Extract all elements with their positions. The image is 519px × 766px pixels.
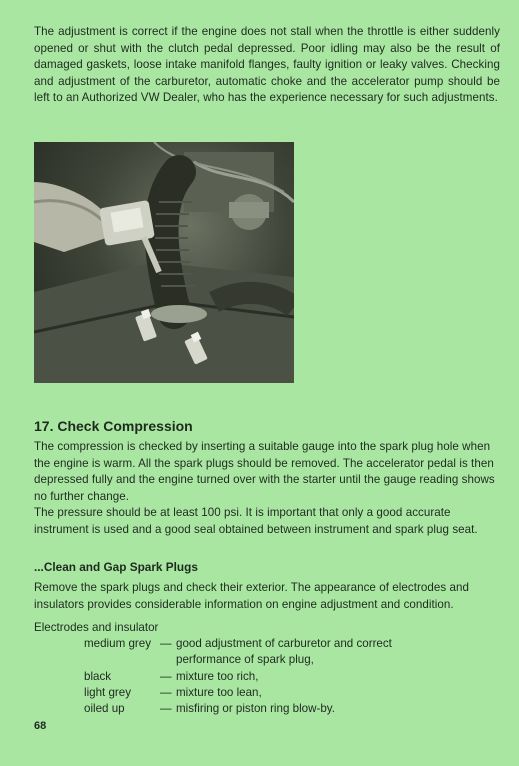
item-description: good adjustment of carburetor and correct <box>176 637 392 650</box>
item-term: medium grey <box>84 637 152 650</box>
compression-paragraph: The compression is checked by inserting a suitable gauge into the spark plug hole when the engine is warm. All the spark plugs should be removed. The accelerator pedal is then depressed fully and the engine turned over with the starter until the gauge reading shows no further change. <box>34 440 495 503</box>
item-description: mixture too rich, <box>176 670 259 683</box>
page-number: 68 <box>34 720 47 732</box>
section-heading: 17. Check Compression <box>34 418 193 434</box>
item-description: performance of spark plug, <box>176 653 314 666</box>
item-term: light grey <box>84 686 132 699</box>
item-dash: — <box>160 637 172 650</box>
item-dash: — <box>160 702 172 715</box>
list-intro: Electrodes and insulator <box>34 621 159 634</box>
pressure-paragraph: The pressure should be at least 100 psi. It is important that only a good accurate instrument is used and a good seal obtained between instrument and spark plug seat. <box>34 506 478 536</box>
compression-test-photo <box>34 142 294 383</box>
subsection-heading: ...Clean and Gap Spark Plugs <box>34 560 198 574</box>
item-dash: — <box>160 686 172 699</box>
item-description: misfiring or piston ring blow-by. <box>176 702 335 715</box>
item-dash: — <box>160 670 172 683</box>
intro-paragraph: The adjustment is correct if the engine does not stall when the throttle is either suddenly opened or shut with the clutch pedal depressed. Poor idling may also be the result of damaged gaskets, loose intake manifold flanges, faulty ignition or leaky valves. Checking and adjustment of the carburetor, automatic choke and the accelerator pump should be left to an Authorized VW Dealer, who has the experience necessary for such adjustments. <box>34 25 500 104</box>
spark-plug-paragraph: Remove the spark plugs and check their exterior. The appearance of electrodes and insulators provides considerable information on engine adjustment and condition. <box>34 581 469 611</box>
item-term: black <box>84 670 112 683</box>
item-term: oiled up <box>84 702 125 715</box>
item-description: mixture too lean, <box>176 686 262 699</box>
